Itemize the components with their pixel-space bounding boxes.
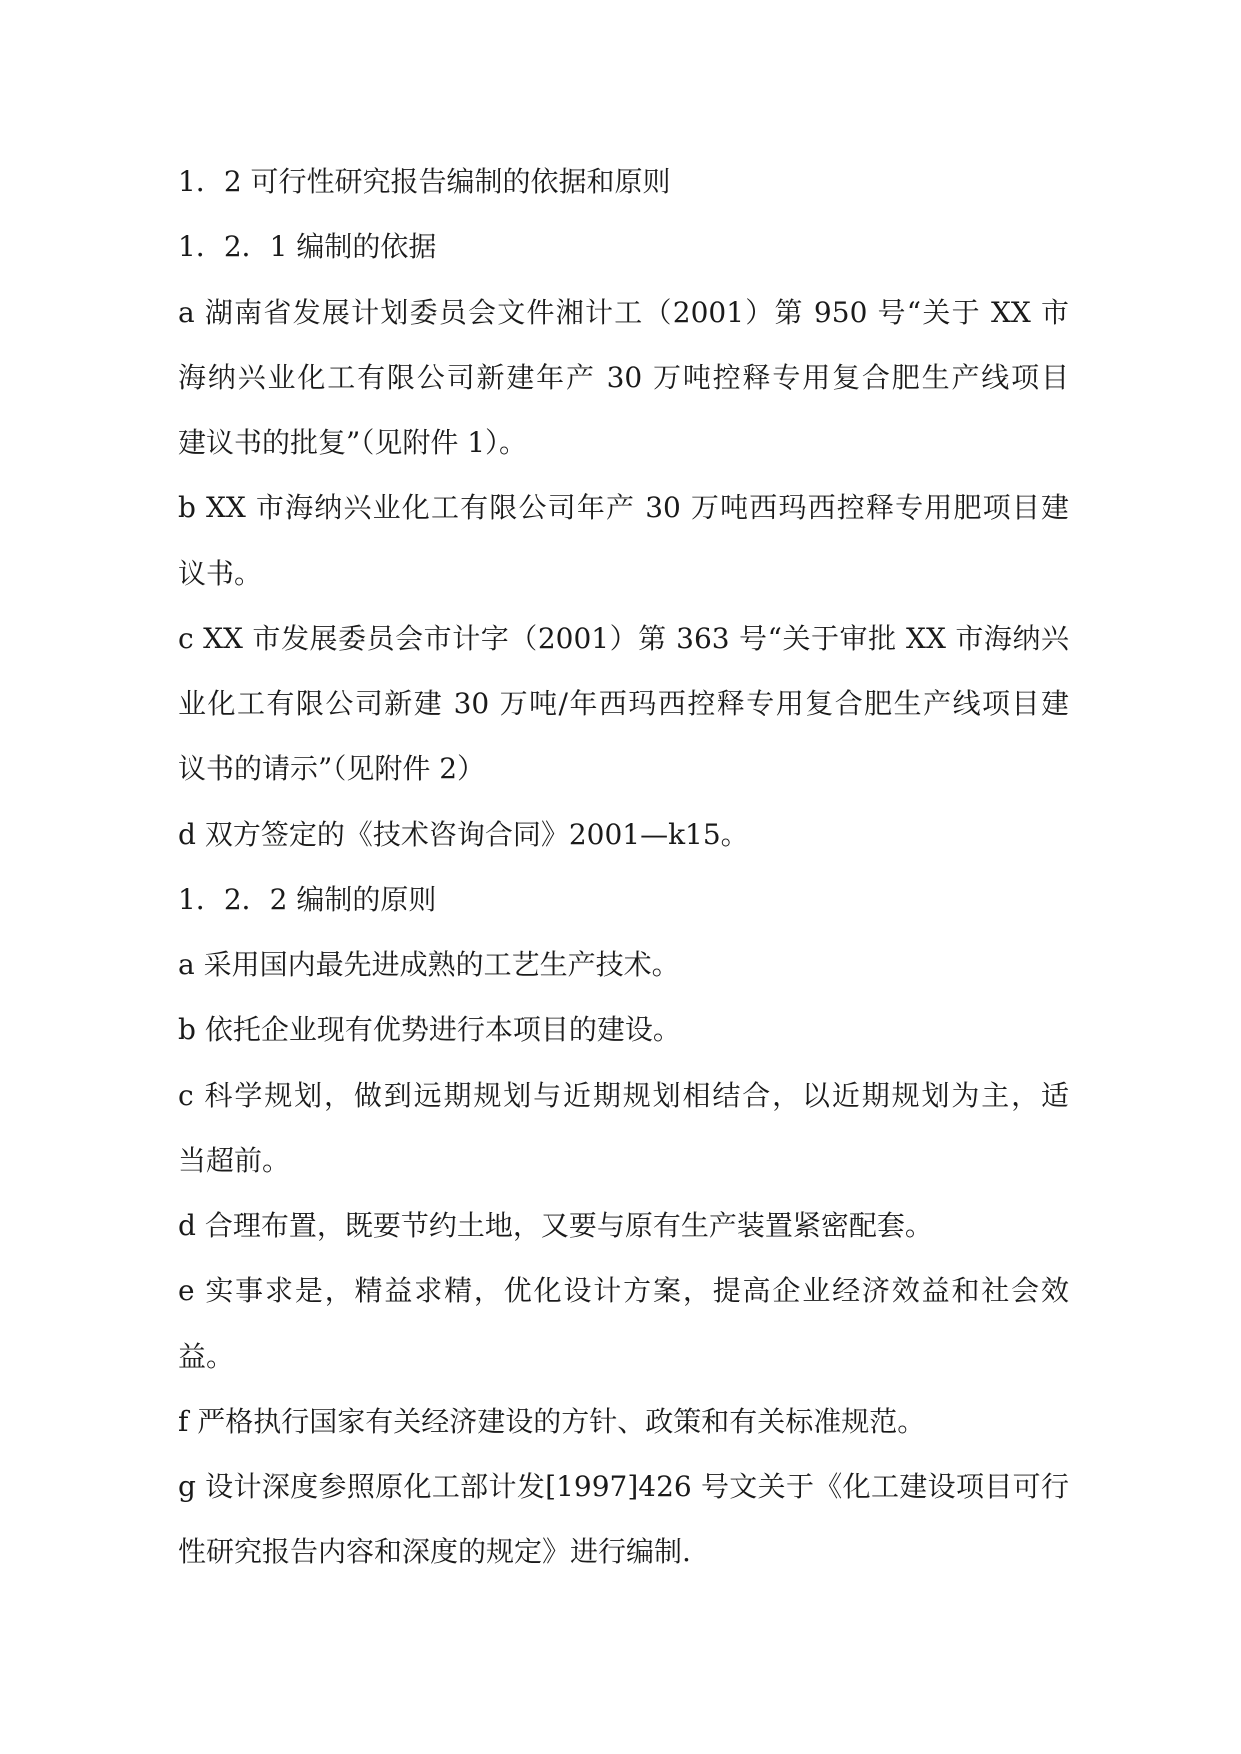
paragraph-line: b 依托企业现有优势进行本项目的建设。 bbox=[178, 1013, 681, 1047]
paragraph-line: 海纳兴业化工有限公司新建年产 30 万吨控释专用复合肥生产线项目 bbox=[178, 360, 1069, 394]
paragraph-line: 议书的请示”（见附件 2） bbox=[178, 752, 486, 786]
document-body bbox=[178, 149, 1069, 1585]
paragraph-line: 益。 bbox=[178, 1339, 235, 1373]
paragraph-line: c 科学规划，做到远期规划与近期规划相结合，以近期规划为主，适 bbox=[178, 1078, 1069, 1112]
paragraph-line: 性研究报告内容和深度的规定》进行编制. bbox=[178, 1535, 691, 1569]
paragraph-line: 当超前。 bbox=[178, 1143, 291, 1177]
paragraph-line: 议书。 bbox=[178, 556, 263, 590]
paragraph-line: a 采用国内最先进成熟的工艺生产技术。 bbox=[178, 948, 680, 981]
section-heading: 1．2 可行性研究报告编制的依据和原则 bbox=[178, 165, 671, 198]
paragraph-line: e 实事求是，精益求精，优化设计方案，提高企业经济效益和社会效 bbox=[178, 1274, 1069, 1308]
paragraph-line: 业化工有限公司新建 30 万吨/年西玛西控释专用复合肥生产线项目建 bbox=[178, 687, 1069, 720]
subsection-heading: 1．2．1 编制的依据 bbox=[178, 230, 437, 264]
paragraph-line: d 合理布置，既要节约土地，又要与原有生产装置紧密配套。 bbox=[178, 1209, 933, 1242]
paragraph-line: d 双方签定的《技术咨询合同》2001—k15。 bbox=[178, 817, 749, 851]
paragraph-line: b XX 市海纳兴业化工有限公司年产 30 万吨西玛西控释专用肥项目建 bbox=[178, 491, 1069, 525]
paragraph-line: c XX 市发展委员会市计字（2001）第 363 号“关于审批 XX 市海纳兴 bbox=[178, 621, 1069, 655]
paragraph-line: g 设计深度参照原化工部计发[1997]426 号文关于《化工建设项目可行 bbox=[178, 1470, 1069, 1503]
paragraph-line: a 湖南省发展计划委员会文件湘计工（2001）第 950 号“关于 XX 市 bbox=[178, 295, 1069, 329]
subsection-heading: 1．2．2 编制的原则 bbox=[178, 882, 437, 916]
paragraph-line: 建议书的批复”（见附件 1）。 bbox=[178, 426, 528, 459]
paragraph-line: f 严格执行国家有关经济建设的方针、政策和有关标准规范。 bbox=[178, 1404, 926, 1438]
